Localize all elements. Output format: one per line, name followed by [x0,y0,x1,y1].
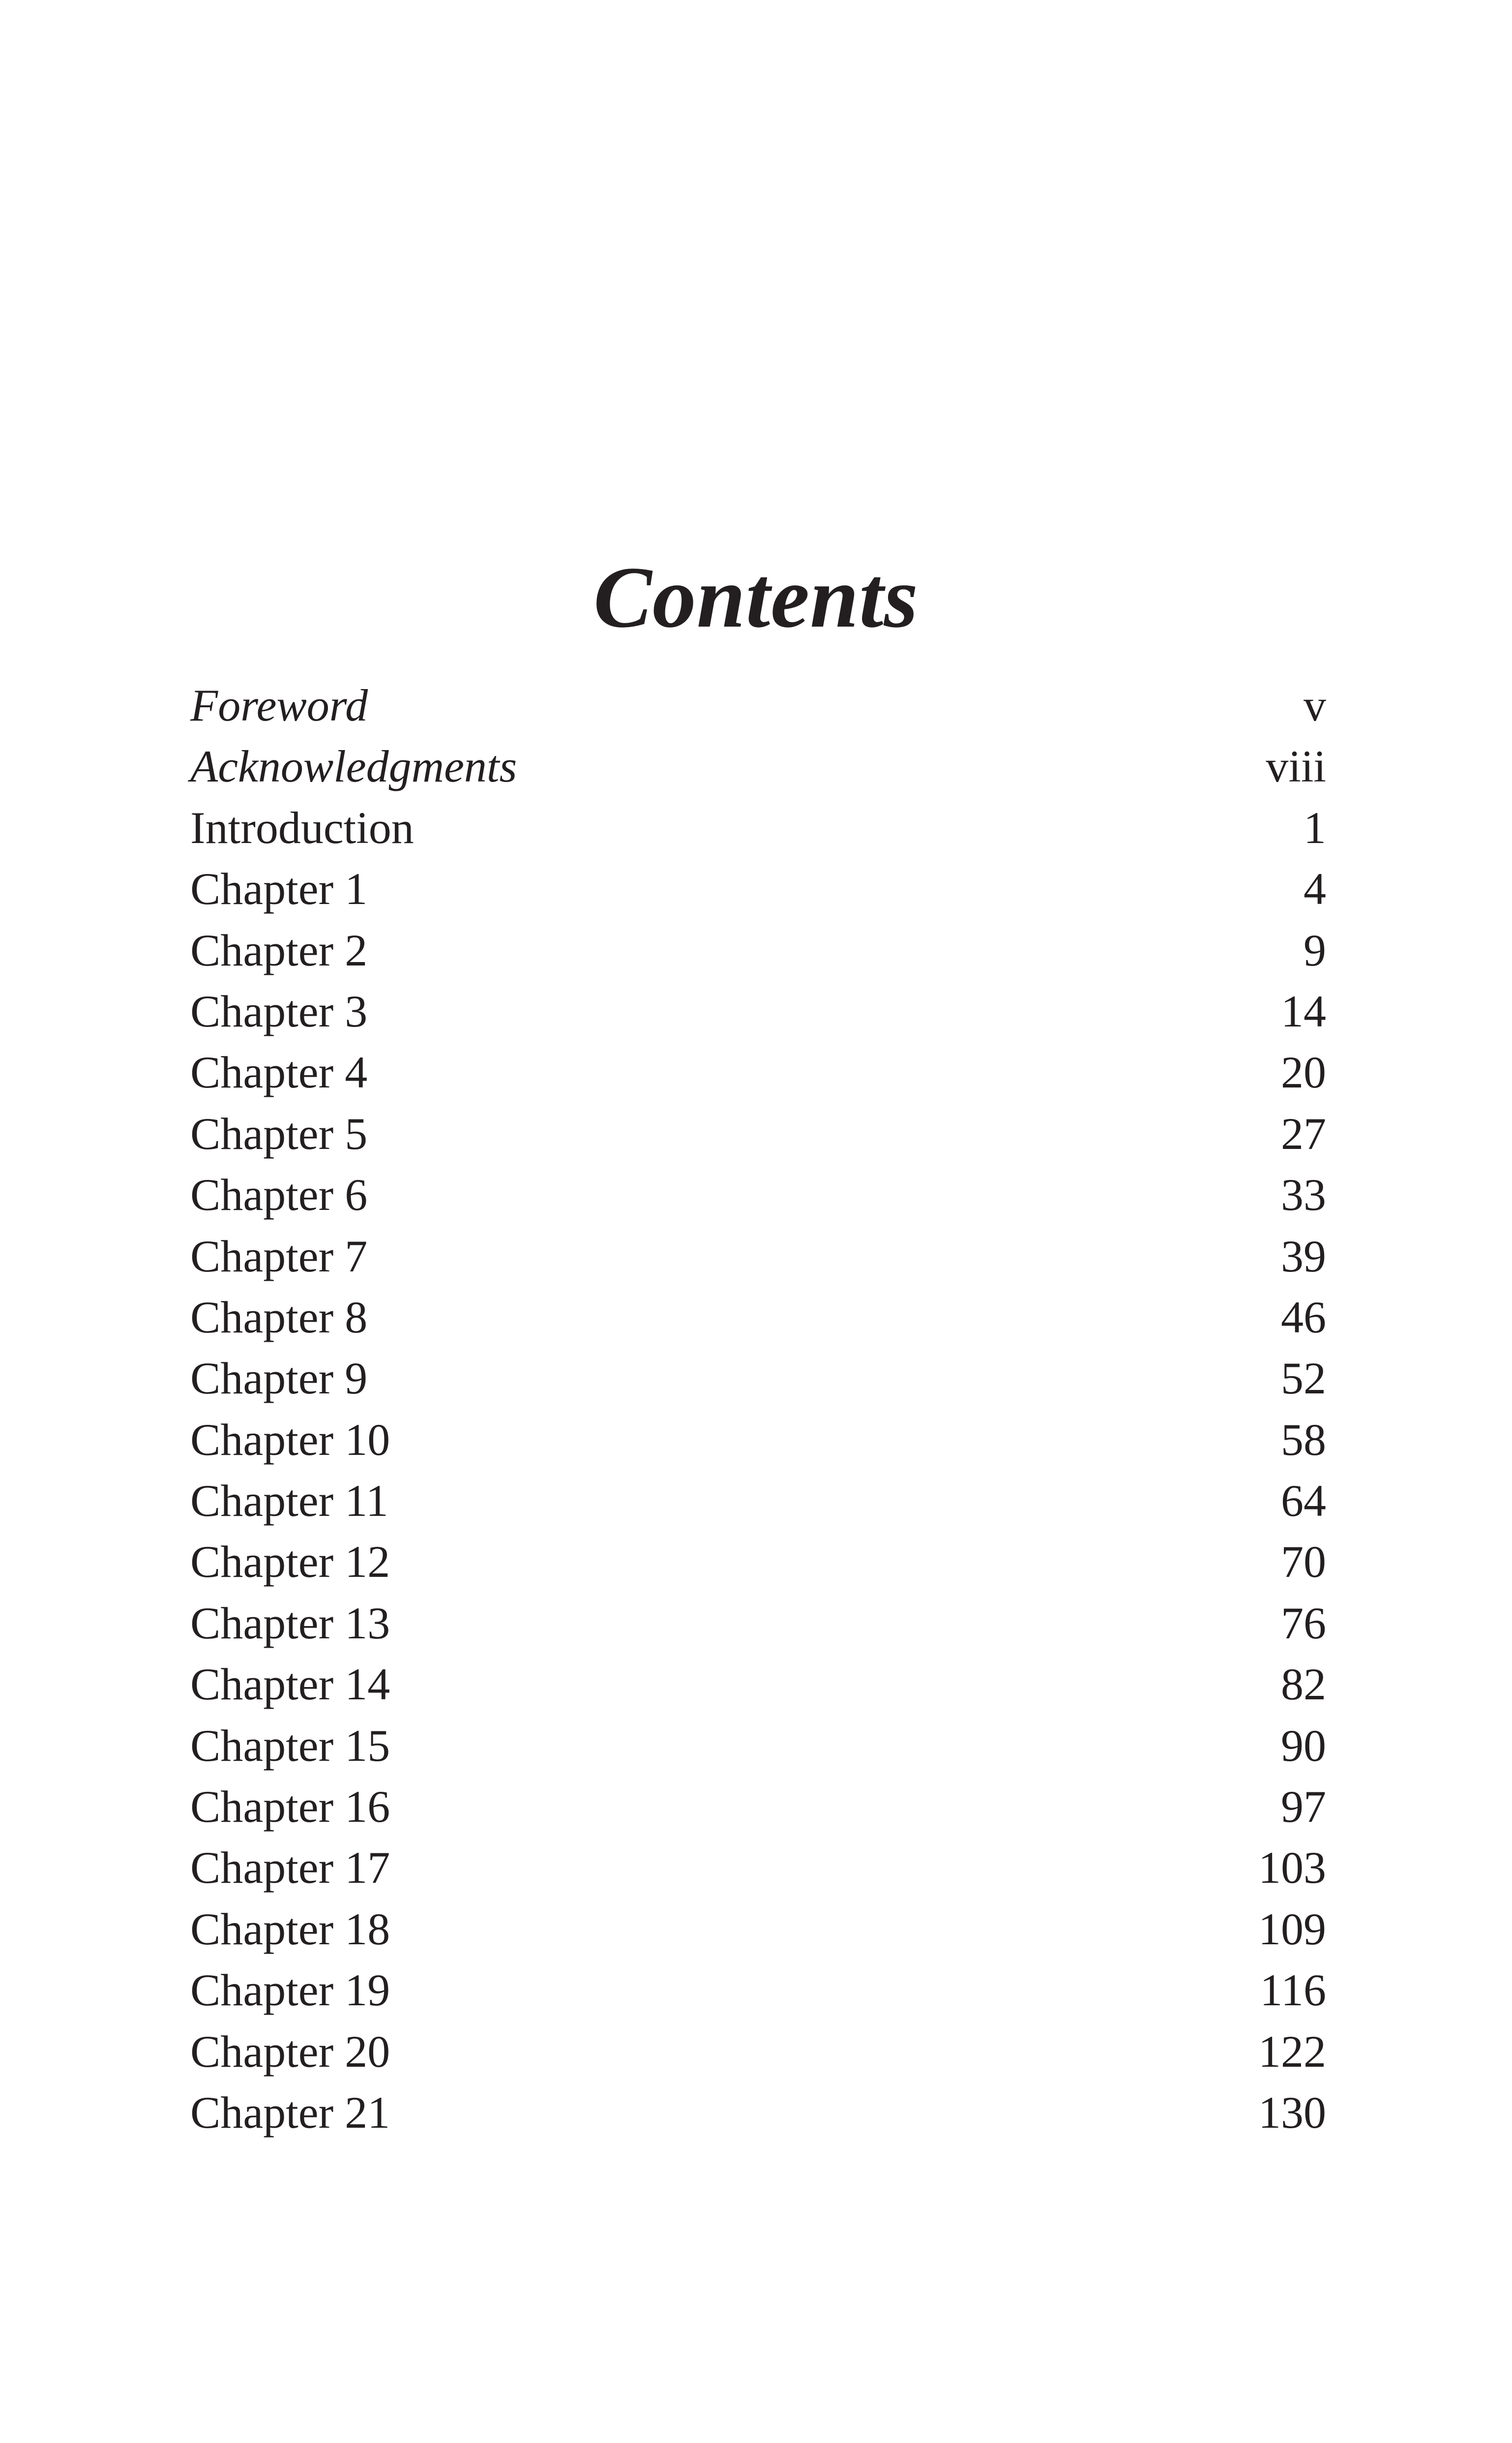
toc-entry-label: Foreword [190,680,368,730]
toc-entry [190,1103,1326,1164]
toc-entry [190,1042,1326,1103]
toc-entry-label: Chapter 15 [190,1720,390,1771]
toc-entry [190,1226,1326,1287]
toc-entry [190,1715,1326,1776]
toc-entry-label: Chapter 21 [190,2087,390,2138]
toc-entry-label: Chapter 20 [190,2026,390,2077]
toc-entry-page-number: 14 [1281,986,1326,1036]
toc-entry-page-number: 52 [1281,1353,1326,1404]
toc-entry-page-number: 103 [1258,1842,1326,1893]
toc-entry-page-number: 20 [1281,1047,1326,1098]
toc-entry-label: Chapter 4 [190,1047,368,1098]
toc-entry-page-number: 58 [1281,1414,1326,1465]
toc-entry [190,1409,1326,1470]
toc-entry-label: Chapter 2 [190,925,368,975]
toc-entry-label: Chapter 6 [190,1170,368,1220]
toc-entry-page-number: 116 [1260,1965,1326,2016]
toc-entry-page-number: 109 [1258,1903,1326,1954]
toc-entry-label: Chapter 8 [190,1292,368,1342]
toc-entry [190,797,1326,858]
toc-entry-page-number: viii [1266,741,1326,792]
toc-entry [190,1899,1326,1960]
toc-entry-label: Chapter 5 [190,1108,368,1159]
toc-entry-label: Chapter 10 [190,1414,390,1465]
toc-entry [190,736,1326,797]
toc-entry-page-number: 122 [1258,2026,1326,2077]
toc-entry [190,1287,1326,1348]
toc-entry [190,1164,1326,1225]
toc-entry [190,858,1326,919]
toc-entry-page-number: 1 [1304,802,1326,853]
toc-entry-page-number: 46 [1281,1292,1326,1342]
table-of-contents [190,675,1326,2143]
toc-entry-label: Acknowledgments [190,741,517,792]
toc-entry [190,1593,1326,1654]
toc-entry [190,1837,1326,1898]
toc-entry-label: Chapter 7 [190,1231,368,1281]
toc-entry-label: Chapter 18 [190,1903,390,1954]
toc-entry-page-number: 76 [1281,1598,1326,1648]
toc-entry-page-number: 130 [1258,2087,1326,2138]
toc-entry-page-number: 9 [1304,925,1326,975]
toc-entry [190,2021,1326,2082]
toc-entry-page-number: 97 [1281,1781,1326,1832]
toc-entry [190,1531,1326,1592]
toc-entry-page-number: v [1304,680,1326,730]
toc-entry-label: Chapter 13 [190,1598,390,1648]
toc-entry-page-number: 64 [1281,1476,1326,1526]
toc-entry-page-number: 27 [1281,1108,1326,1159]
page-title: Contents [593,548,919,646]
toc-entry-label: Chapter 1 [190,864,368,914]
toc-entry [190,1654,1326,1715]
toc-entry [190,1348,1326,1409]
toc-entry-label: Chapter 16 [190,1781,390,1832]
toc-entry [190,2082,1326,2143]
toc-entry-label: Chapter 11 [190,1476,388,1526]
toc-entry [190,675,1326,736]
toc-entry-label: Chapter 19 [190,1965,390,2016]
toc-entry-page-number: 90 [1281,1720,1326,1771]
toc-entry [190,1470,1326,1531]
toc-entry-label: Chapter 17 [190,1842,390,1893]
toc-entry-label: Chapter 12 [190,1537,390,1587]
toc-entry-page-number: 33 [1281,1170,1326,1220]
toc-entry [190,920,1326,981]
toc-entry-page-number: 82 [1281,1659,1326,1710]
toc-entry-label: Chapter 14 [190,1659,390,1710]
toc-entry-label: Introduction [190,802,414,853]
toc-entry-label: Chapter 9 [190,1353,368,1404]
toc-entry-page-number: 4 [1304,864,1326,914]
toc-entry-page-number: 70 [1281,1537,1326,1587]
toc-entry-label: Chapter 3 [190,986,368,1036]
toc-entry [190,1960,1326,2021]
toc-entry [190,1776,1326,1837]
toc-entry [190,981,1326,1042]
toc-entry-page-number: 39 [1281,1231,1326,1281]
